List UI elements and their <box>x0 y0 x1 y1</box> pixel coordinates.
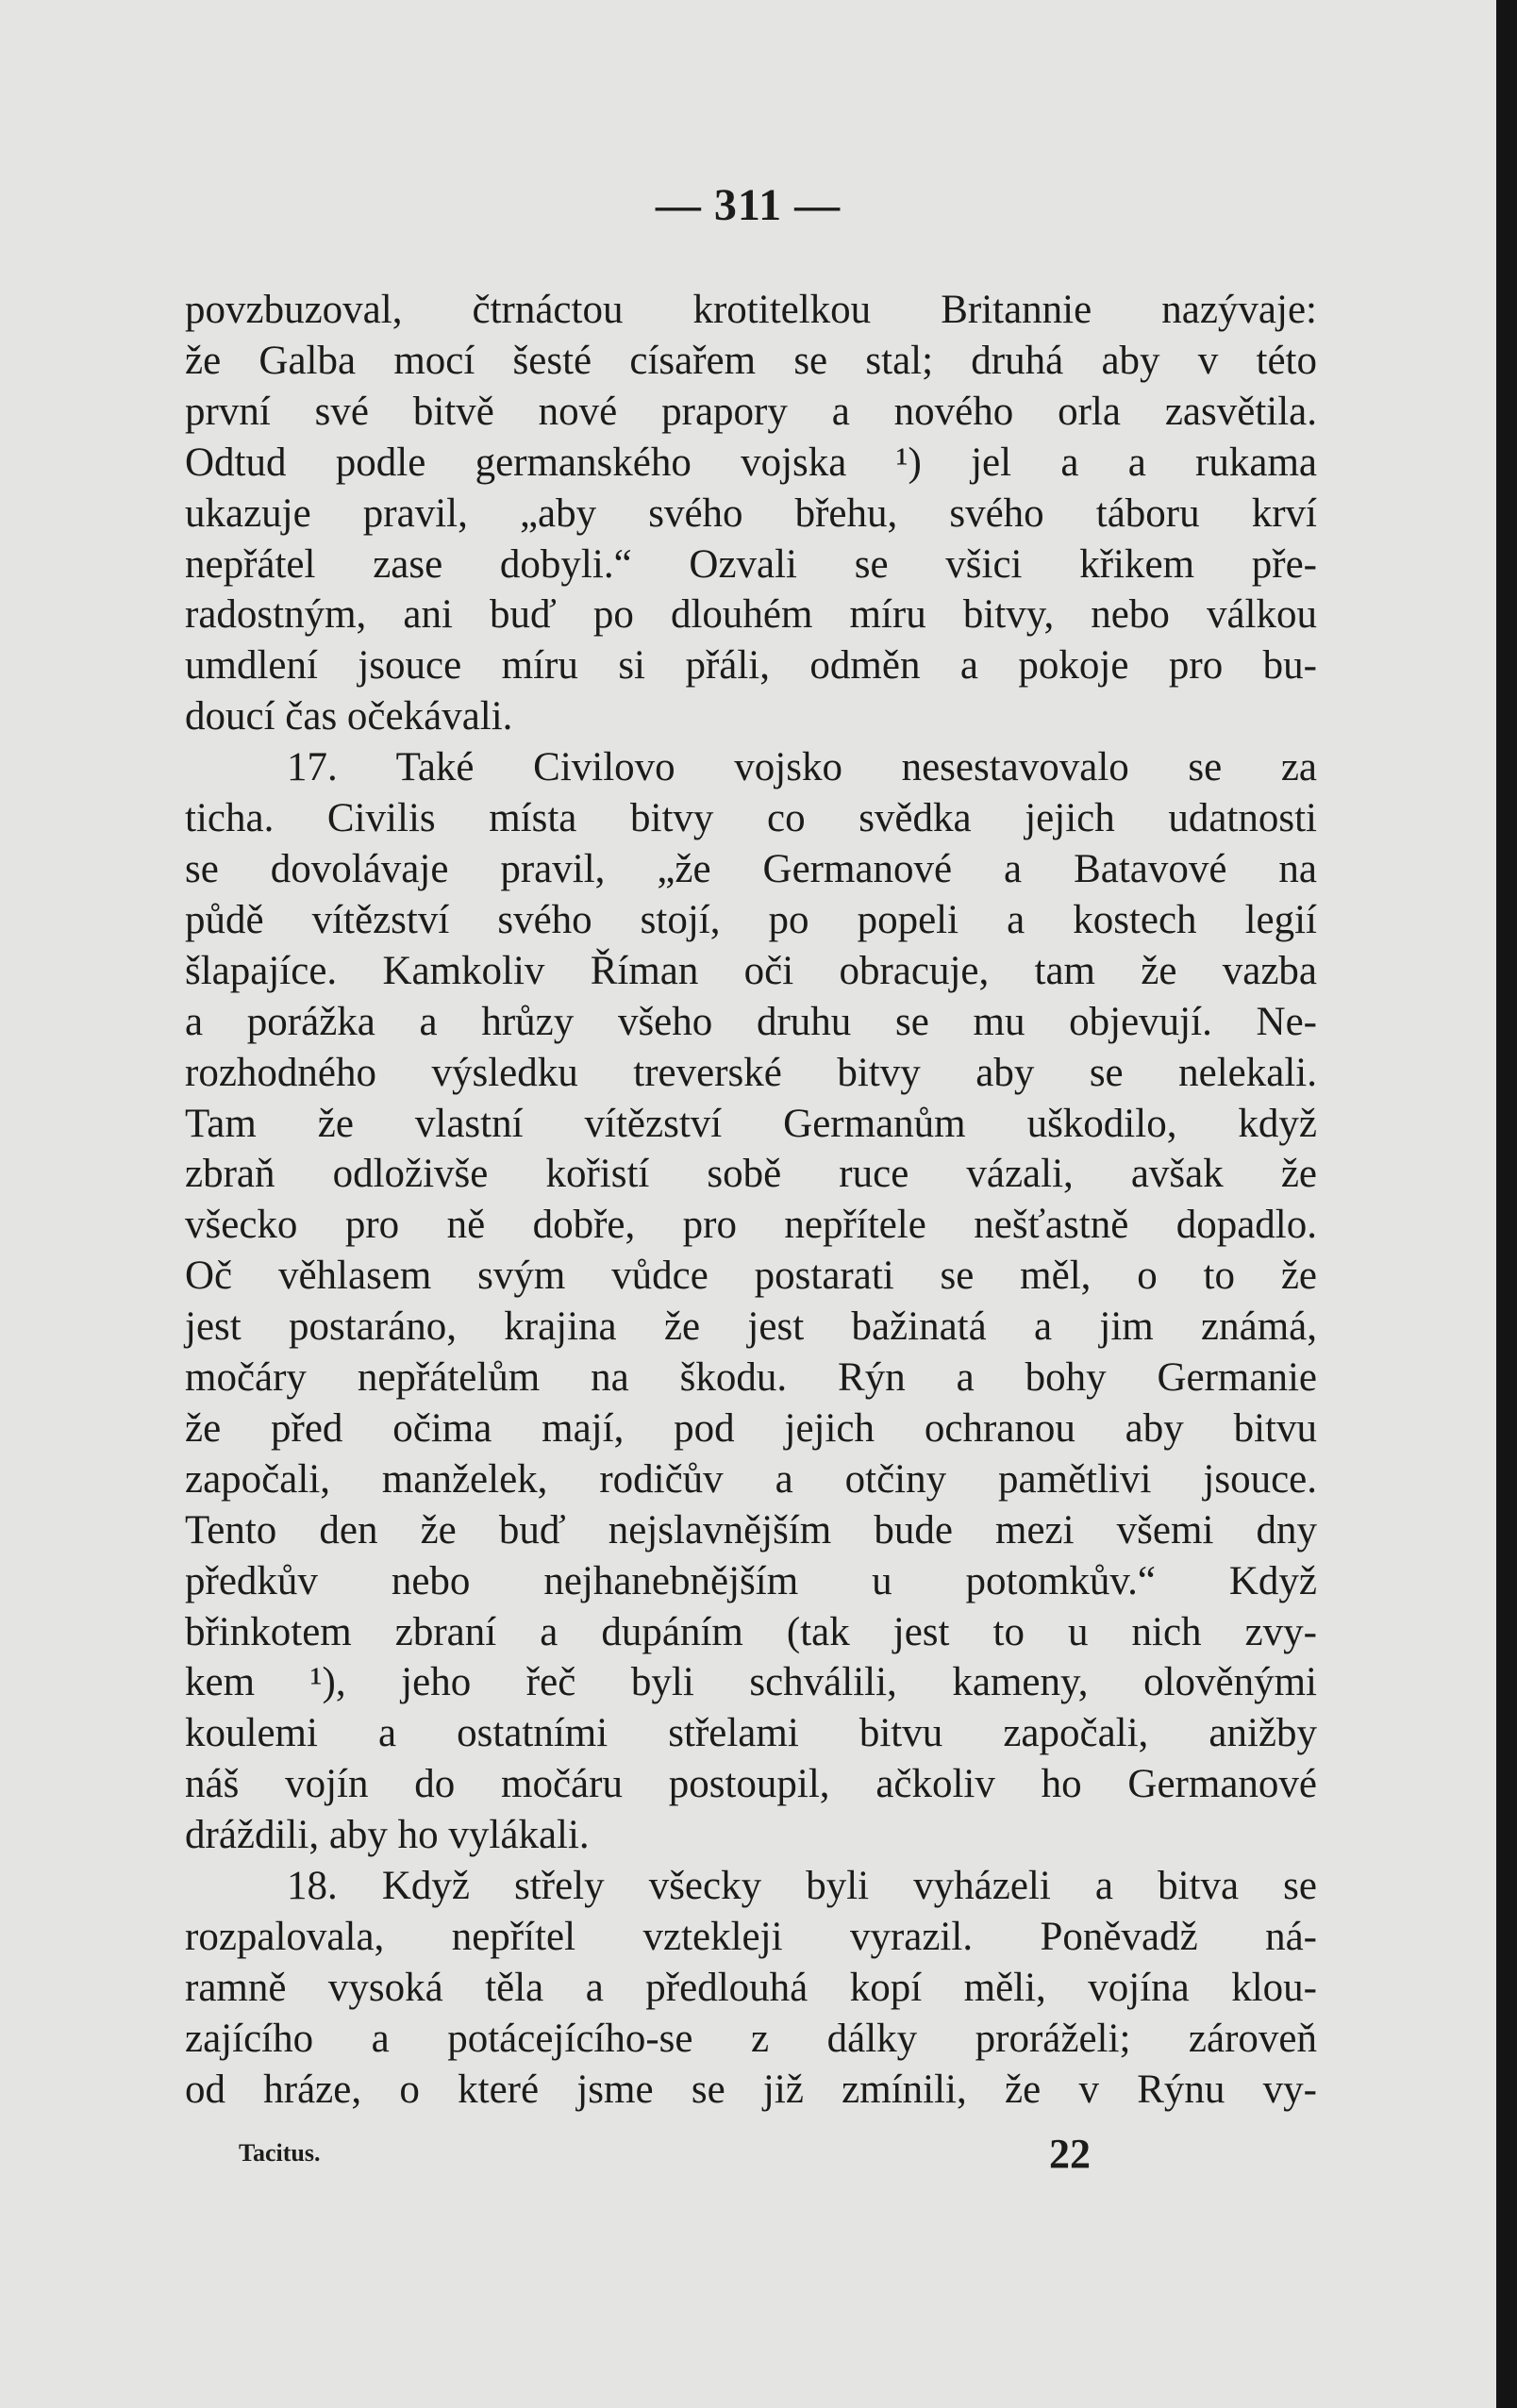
text-line: radostným, ani buď po dlouhém míru bitvy, nebo válkou <box>185 592 1317 638</box>
text-line: ticha. Civilis místa bitvy co svědka jejich udatnosti <box>185 796 1317 841</box>
text-line: že Galba mocí šesté císařem se stal; druhá aby v této <box>185 338 1317 383</box>
text-line: močáry nepřátelům na škodu. Rýn a bohy Germanie <box>185 1355 1317 1401</box>
text-line: Tento den že buď nejslavnějším bude mezi všemi dny <box>185 1507 1317 1553</box>
text-line: půdě vítězství svého stojí, po popeli a kostech legií <box>185 897 1317 942</box>
text-line: první své bitvě nové prapory a nového orla zasvětila. <box>185 389 1317 434</box>
text-line: kem ¹), jeho řeč byli schválili, kameny, olověnými <box>185 1660 1317 1705</box>
text-line: nepřátel zase dobyli.“ Ozvali se všici křikem pře- <box>185 541 1317 587</box>
text-line: Tam že vlastní vítězství Germanům uškodilo, když <box>185 1101 1317 1146</box>
text-line: rozpalovala, nepřítel vztekleji vyrazil. Poněvadž ná- <box>185 1915 1317 1959</box>
text-line: zbraň odloživše kořistí sobě ruce vázali, avšak že <box>185 1152 1317 1197</box>
text-line: jest postaráno, krajina že jest bažinatá a jim známá, <box>185 1304 1317 1350</box>
text-line: dráždili, aby ho vylákali. <box>185 1813 590 1858</box>
body-text <box>185 285 1317 2116</box>
text-line: Oč věhlasem svým vůdce postarati se měl, o to že <box>185 1254 1317 1299</box>
sheet-signature-number: 22 <box>1049 2131 1091 2177</box>
text-line: ukazuje pravil, „aby svého břehu, svého táboru krví <box>185 490 1317 536</box>
section-start-18: 18. Když střely všecky byli vyházeli a bitva se <box>287 1864 1317 1909</box>
section-start-17: 17. Také Civilovo vojsko nesestavovalo se za <box>287 745 1317 790</box>
page-number-header: — 311 — <box>655 180 842 230</box>
text-line: započali, manželek, rodičův a otčiny pamětlivi jsouce. <box>185 1456 1317 1502</box>
text-line: předkův nebo nejhanebnějším u potomkův.“ Když <box>185 1558 1317 1603</box>
text-line: šlapajíce. Kamkoliv Říman oči obracuje, tam že vazba <box>185 948 1317 993</box>
text-line: doucí čas očekávali. <box>185 694 513 739</box>
text-line: Odtud podle germanského vojska ¹) jel a a rukama <box>185 440 1317 485</box>
page-footer <box>0 2130 1496 2186</box>
text-line: náš vojín do močáru postoupil, ačkoliv ho Germanové <box>185 1762 1317 1807</box>
text-line: všecko pro ně dobře, pro nepřítele nešťastně dopadlo. <box>185 1203 1317 1248</box>
text-line: koulemi a ostatními střelami bitvu započali, anižby <box>185 1711 1317 1756</box>
text-line: že před očima mají, pod jejich ochranou aby bitvu <box>185 1405 1317 1451</box>
text-line: od hráze, o které jsme se již zmínili, že v Rýnu vy- <box>185 2067 1317 2112</box>
text-line: povzbuzoval, čtrnáctou krotitelkou Britannie nazývaje: <box>185 288 1317 332</box>
text-line: břinkotem zbraní a dupáním (tak jest to u nich zvy- <box>185 1609 1317 1654</box>
text-line: se dovolávaje pravil, „že Germanové a Batavové na <box>185 846 1317 891</box>
text-line: rozhodného výsledku treverské bitvy aby se nelekali. <box>185 1050 1317 1095</box>
footer-signature: Tacitus. <box>239 2139 321 2167</box>
text-line: zajícího a potácejícího-se z dálky proráželi; zároveň <box>185 2016 1317 2061</box>
text-line: umdlení jsouce míru si přáli, odměn a pokoje pro bu- <box>185 643 1317 689</box>
text-line: ramně vysoká těla a předlouhá kopí měli, vojína klou- <box>185 1965 1317 2010</box>
scan-edge <box>1496 0 1517 2408</box>
text-line: a porážka a hrůzy všeho druhu se mu objevují. Ne- <box>185 999 1317 1044</box>
